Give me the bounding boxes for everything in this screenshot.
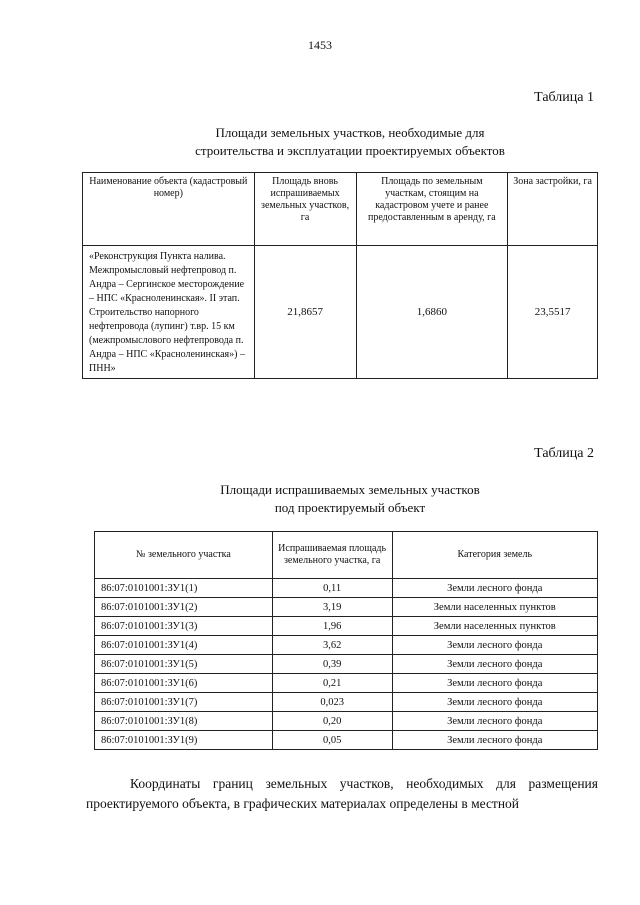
table2-header-number: № земельного участка: [95, 532, 273, 579]
parcel-number: 86:07:0101001:ЗУ1(1): [95, 579, 273, 598]
table1-zone: 23,5517: [508, 246, 598, 379]
table1-object-name: «Реконструкция Пункта налива. Межпромысловый нефтепровод п. Андра – Сергинское месторождение – НПС «Красноленинская». II этап. Строительство напорного нефтепровода (лупинг) т.вр. 15 км (межпромыслового нефтепровода п. Андра – НПС «Красноленинская») – ПНН»: [83, 246, 255, 379]
parcel-category: Земли лесного фонда: [392, 693, 597, 712]
table2-header-category: Категория земель: [392, 532, 597, 579]
table2-title-line1: Площади испрашиваемых земельных участков: [220, 482, 480, 497]
parcel-number: 86:07:0101001:ЗУ1(7): [95, 693, 273, 712]
table-row: [95, 712, 598, 731]
parcel-number: 86:07:0101001:ЗУ1(9): [95, 731, 273, 750]
table1-title: [150, 124, 550, 160]
table-row: [95, 655, 598, 674]
parcel-area: 0,023: [272, 693, 392, 712]
parcel-category: Земли лесного фонда: [392, 674, 597, 693]
body-paragraph: Координаты границ земельных участков, необходимых для размещения проектируемого объекта, в графических материалах определены в местной: [86, 776, 598, 811]
parcel-category: Земли лесного фонда: [392, 579, 597, 598]
parcel-area: 3,19: [272, 598, 392, 617]
table1-header-cadastral-area: Площадь по земельным участкам, стоящим на кадастровом учете и ранее предоставленным в аренду, га: [356, 173, 508, 246]
table1-cadastral-area: 1,6860: [356, 246, 508, 379]
table1-header-row: [83, 173, 598, 246]
table1-header-zone: Зона застройки, га: [508, 173, 598, 246]
parcel-area: 0,21: [272, 674, 392, 693]
table2-title: [150, 481, 550, 517]
table2-title-line2: под проектируемый объект: [274, 500, 426, 515]
table-row: [95, 693, 598, 712]
table1-label: Таблица 1: [534, 90, 594, 105]
table-row: [95, 674, 598, 693]
table1-title-line1: Площади земельных участков, необходимые для: [215, 125, 485, 140]
table2-header-area: Испрашиваемая площадь земельного участка, га: [272, 532, 392, 579]
parcel-category: Земли лесного фонда: [392, 636, 597, 655]
table1-title-line2: строительства и эксплуатации проектируемых объектов: [195, 143, 505, 158]
table-row: [95, 636, 598, 655]
parcel-area: 0,11: [272, 579, 392, 598]
parcel-category: Земли населенных пунктов: [392, 598, 597, 617]
table1-header-new-area: Площадь вновь испрашиваемых земельных участков, га: [254, 173, 356, 246]
parcel-number: 86:07:0101001:ЗУ1(2): [95, 598, 273, 617]
parcel-number: 86:07:0101001:ЗУ1(5): [95, 655, 273, 674]
parcel-category: Земли населенных пунктов: [392, 617, 597, 636]
parcel-number: 86:07:0101001:ЗУ1(8): [95, 712, 273, 731]
parcel-area: 0,05: [272, 731, 392, 750]
parcel-category: Земли лесного фонда: [392, 712, 597, 731]
page-number: 1453: [308, 38, 332, 52]
table-row: [95, 731, 598, 750]
table-row: [95, 579, 598, 598]
parcel-number: 86:07:0101001:ЗУ1(4): [95, 636, 273, 655]
parcel-area: 1,96: [272, 617, 392, 636]
parcel-category: Земли лесного фонда: [392, 655, 597, 674]
parcel-area: 0,39: [272, 655, 392, 674]
parcel-number: 86:07:0101001:ЗУ1(6): [95, 674, 273, 693]
parcel-area: 0,20: [272, 712, 392, 731]
parcel-category: Земли лесного фонда: [392, 731, 597, 750]
table1-header-object: Наименование объекта (кадастровый номер): [83, 173, 255, 246]
table1: [82, 172, 598, 379]
table-row: [95, 617, 598, 636]
table2-header-row: [95, 532, 598, 579]
parcel-number: 86:07:0101001:ЗУ1(3): [95, 617, 273, 636]
parcel-area: 3,62: [272, 636, 392, 655]
table-row: [83, 246, 598, 379]
table2: [94, 531, 598, 750]
table-row: [95, 598, 598, 617]
table1-new-area: 21,8657: [254, 246, 356, 379]
table2-label: Таблица 2: [534, 446, 594, 461]
